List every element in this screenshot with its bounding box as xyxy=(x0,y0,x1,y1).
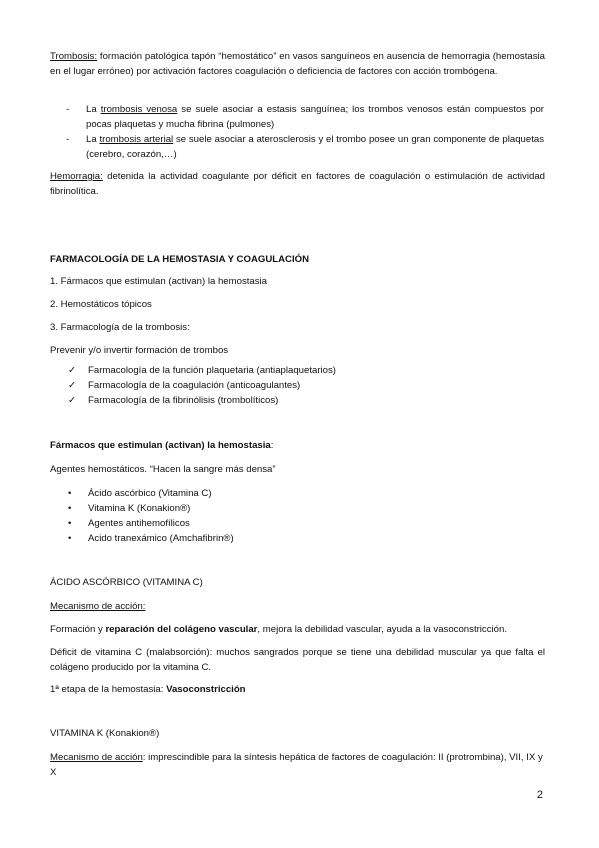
farmacologia-item-3: 3. Farmacología de la trombosis: xyxy=(50,322,190,333)
check-item-label: Farmacología de la coagulación (anticoagulantes) xyxy=(88,380,301,391)
trombosis-term: Trombosis: xyxy=(50,51,98,62)
bullet-item-label: Vitamina K (Konakion®) xyxy=(88,503,191,514)
checkmark-icon: ✓ xyxy=(68,380,77,391)
bullet-item-label: Acido tranexámico (Amchafibrin®) xyxy=(88,533,234,544)
hemorragia-paragraph xyxy=(50,169,545,199)
farmacologia-item-1: 1. Fármacos que estimulan (activan) la hemostasia xyxy=(50,276,268,287)
acido-mecanismo-label: Mecanismo de acción: xyxy=(50,601,146,612)
prevenir-text: Prevenir y/o invertir formación de trombos xyxy=(50,345,229,356)
acido-deficit-text: Déficit de vitamina C (malabsorción): muchos sangrados porque se tiene una debilidad muscular ya que falta el colágeno producido por la vitamina C. xyxy=(50,647,545,673)
trombosis-definition: formación patológica tapón “hemostático” en vasos sanguíneos en ausencia de hemorragia (hemostasia en el lugar erróneo) por activación factores coagulación o deficiencia de factores con acción trombógena. xyxy=(50,51,545,77)
vitk-heading: VITAMINA K (Konakion®) xyxy=(50,728,160,739)
check-item-label: Farmacología de la función plaquetaria (antiaplaquetarios) xyxy=(88,365,336,376)
checkmark-icon: ✓ xyxy=(68,395,77,406)
trombosis-paragraph xyxy=(50,49,545,79)
acido-etapa-text: 1ª etapa de la hemostasia: Vasoconstricción xyxy=(50,684,246,695)
agentes-intro: Agentes hemostáticos. “Hacen la sangre más densa” xyxy=(50,464,276,475)
dash-marker: - xyxy=(66,134,70,145)
farmacologia-heading: FARMACOLOGÍA DE LA HEMOSTASIA Y COAGULACIÓN xyxy=(50,254,310,265)
trombosis-arterial-text: La trombosis arterial se suele asociar a aterosclerosis y el trombo posee un gran componente de plaquetas (cerebro, corazón,…) xyxy=(86,134,544,160)
checkmark-icon: ✓ xyxy=(68,365,77,376)
bullet-marker: • xyxy=(68,503,72,514)
hemorragia-term: Hemorragia: xyxy=(50,171,103,182)
bullet-marker: • xyxy=(68,488,72,499)
acido-heading: ÁCIDO ASCÓRBICO (VITAMINA C) xyxy=(50,577,203,588)
acido-formacion-text: Formación y reparación del colágeno vascular, mejora la debilidad vascular, ayuda a la vasoconstricción. xyxy=(50,624,507,635)
bullet-marker: • xyxy=(68,518,72,529)
page-number: 2 xyxy=(536,789,543,801)
dash-marker: - xyxy=(66,104,70,115)
bullet-marker: • xyxy=(68,533,72,544)
vitk-mecanismo-text: Mecanismo de acción: imprescindible para la síntesis hepática de factores de coagulación: II (protrombina), VII, IX y X xyxy=(50,752,543,778)
hemorragia-definition: detenida la actividad coagulante por déficit en factores de coagulación o estimulación de actividad fibrinolítica. xyxy=(50,171,545,197)
farmacologia-item-2: 2. Hemostáticos tópicos xyxy=(50,299,152,310)
estimulan-heading: Fármacos que estimulan (activan) la hemostasia: xyxy=(50,440,274,451)
trombosis-venosa-text: La trombosis venosa se suele asociar a estasis sanguínea; los trombos venosos están compuestos por pocas plaquetas y mucha fibrina (pulmones) xyxy=(86,104,544,130)
bullet-item-label: Ácido ascórbico (Vitamina C) xyxy=(88,488,212,499)
check-item-label: Farmacología de la fibrinólisis (trombolíticos) xyxy=(88,395,279,406)
bullet-item-label: Agentes antihemofílicos xyxy=(88,518,190,529)
